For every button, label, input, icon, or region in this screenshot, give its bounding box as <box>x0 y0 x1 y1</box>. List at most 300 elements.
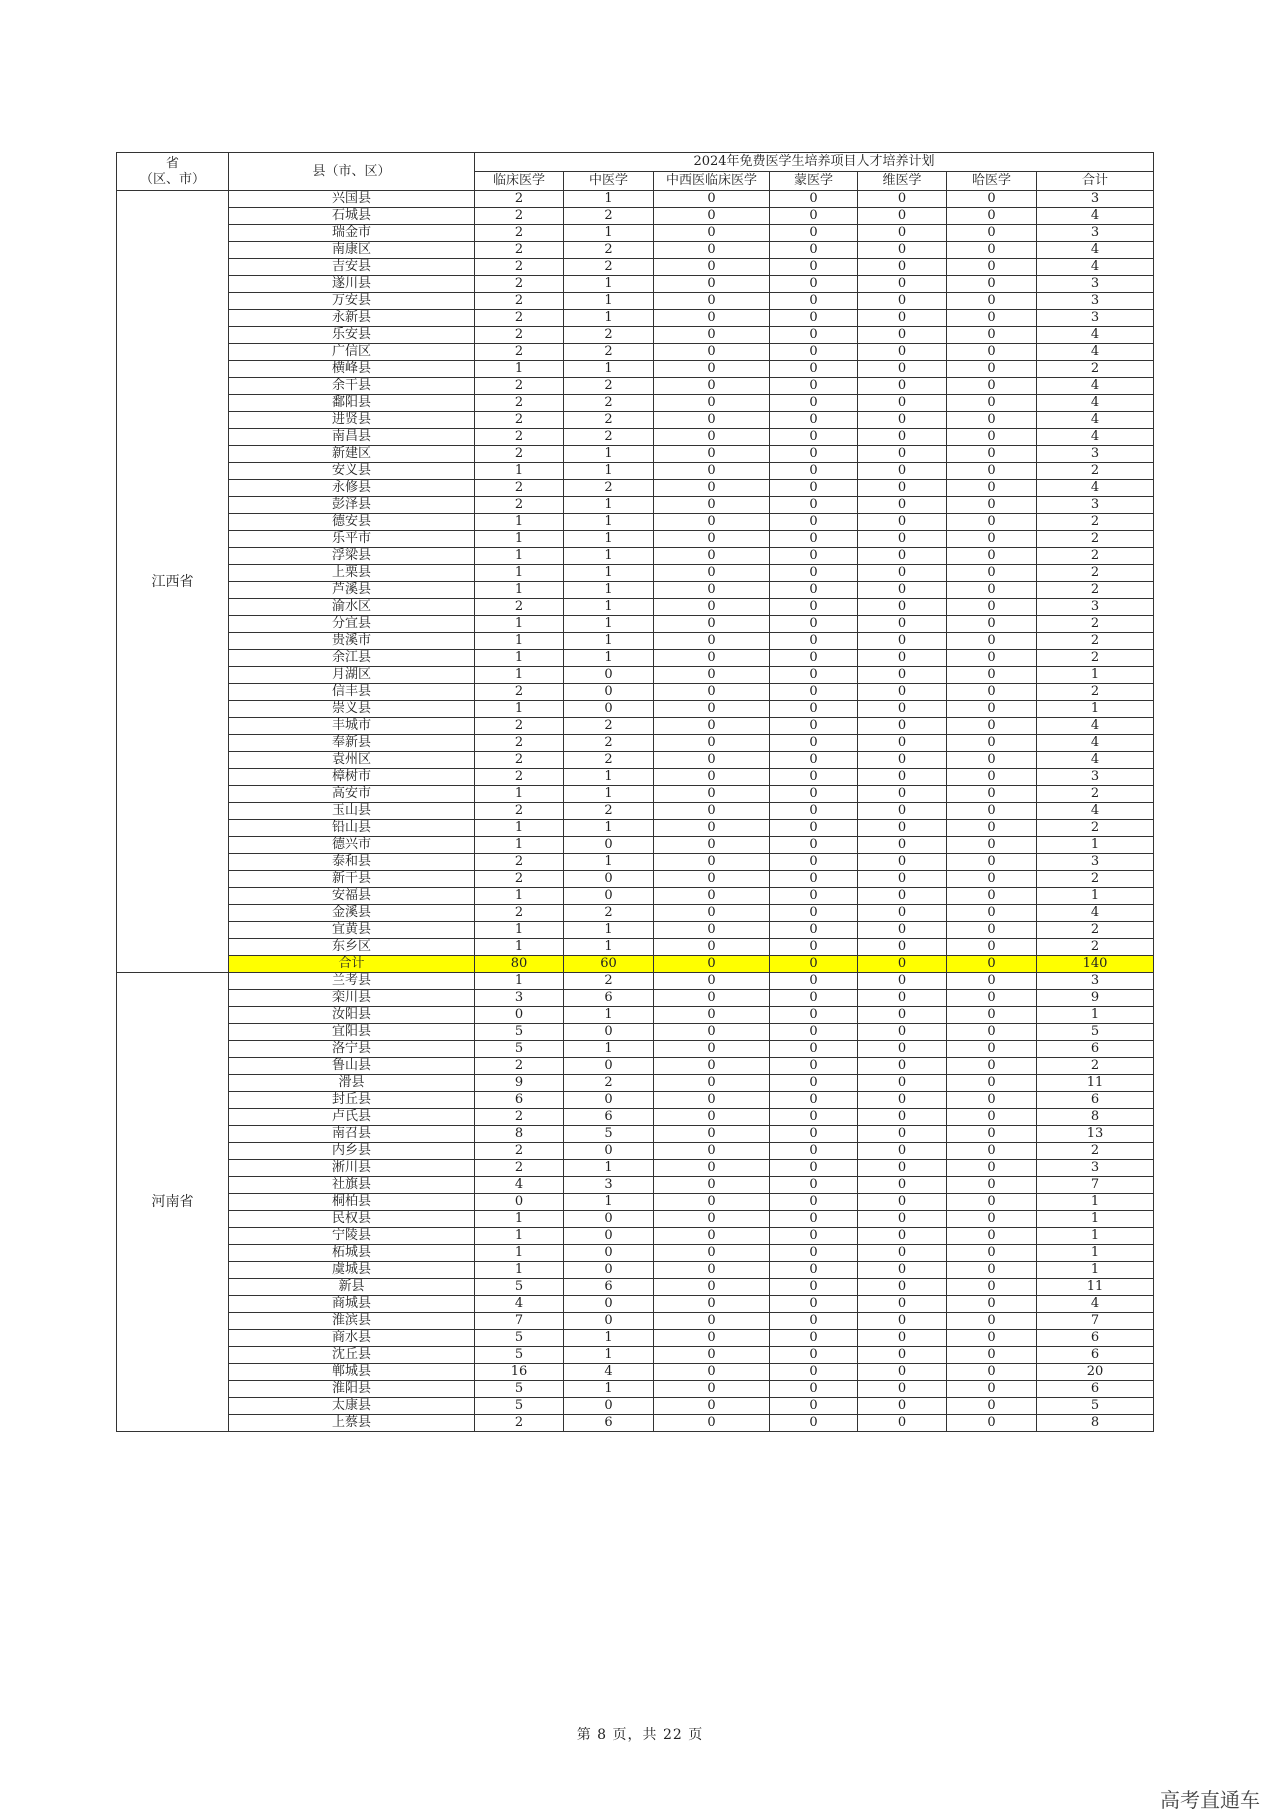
county-cell: 柘城县 <box>229 1245 475 1262</box>
county-cell: 太康县 <box>229 1398 475 1415</box>
value-cell: 5 <box>1037 1024 1154 1041</box>
county-cell: 东乡区 <box>229 939 475 956</box>
value-cell: 20 <box>1037 1364 1154 1381</box>
value-cell: 1 <box>564 531 654 548</box>
value-cell: 2 <box>1037 922 1154 939</box>
value-cell: 0 <box>564 1092 654 1109</box>
value-cell: 4 <box>1037 395 1154 412</box>
value-cell: 0 <box>770 242 858 259</box>
value-cell: 0 <box>947 1177 1037 1194</box>
value-cell: 0 <box>947 735 1037 752</box>
value-cell: 1 <box>475 786 564 803</box>
value-cell: 0 <box>770 684 858 701</box>
value-cell: 0 <box>654 191 770 208</box>
county-cell: 月湖区 <box>229 667 475 684</box>
value-cell: 0 <box>947 684 1037 701</box>
table-row <box>117 633 1154 650</box>
value-cell: 4 <box>1037 718 1154 735</box>
value-cell: 0 <box>770 871 858 888</box>
value-cell: 5 <box>475 1347 564 1364</box>
value-cell: 0 <box>654 837 770 854</box>
table-row <box>117 1194 1154 1211</box>
value-cell: 4 <box>475 1177 564 1194</box>
value-cell: 2 <box>475 1109 564 1126</box>
value-cell: 0 <box>770 973 858 990</box>
value-cell: 0 <box>654 1279 770 1296</box>
value-cell: 1 <box>1037 1211 1154 1228</box>
value-cell: 0 <box>654 327 770 344</box>
table-row <box>117 990 1154 1007</box>
value-cell: 1 <box>1037 837 1154 854</box>
value-cell: 0 <box>858 293 947 310</box>
value-cell: 0 <box>947 531 1037 548</box>
value-cell: 0 <box>770 1313 858 1330</box>
table-row <box>117 735 1154 752</box>
county-cell: 民权县 <box>229 1211 475 1228</box>
value-cell: 0 <box>947 820 1037 837</box>
value-cell: 0 <box>770 1211 858 1228</box>
county-cell: 铅山县 <box>229 820 475 837</box>
value-cell: 0 <box>947 344 1037 361</box>
value-cell: 0 <box>564 871 654 888</box>
value-cell: 1 <box>475 514 564 531</box>
value-cell: 2 <box>475 905 564 922</box>
value-cell: 5 <box>564 1126 654 1143</box>
value-cell: 0 <box>858 752 947 769</box>
value-cell: 2 <box>475 718 564 735</box>
value-cell: 3 <box>475 990 564 1007</box>
county-cell: 宁陵县 <box>229 1228 475 1245</box>
value-cell: 2 <box>564 803 654 820</box>
value-cell: 2 <box>1037 1058 1154 1075</box>
county-cell: 新建区 <box>229 446 475 463</box>
value-cell: 0 <box>654 259 770 276</box>
value-cell: 5 <box>475 1381 564 1398</box>
value-cell: 1 <box>475 1262 564 1279</box>
value-cell: 2 <box>475 310 564 327</box>
value-cell: 0 <box>654 514 770 531</box>
value-cell: 2 <box>475 599 564 616</box>
value-cell: 1 <box>564 1347 654 1364</box>
value-cell: 0 <box>654 582 770 599</box>
value-cell: 0 <box>564 1262 654 1279</box>
value-cell: 0 <box>654 429 770 446</box>
value-cell: 0 <box>654 854 770 871</box>
value-cell: 2 <box>1037 871 1154 888</box>
value-cell: 0 <box>858 684 947 701</box>
value-cell: 0 <box>858 412 947 429</box>
value-cell: 0 <box>947 208 1037 225</box>
value-cell: 1 <box>475 1228 564 1245</box>
value-cell: 0 <box>770 208 858 225</box>
county-cell: 广信区 <box>229 344 475 361</box>
table-body <box>117 191 1154 1432</box>
value-cell: 0 <box>654 344 770 361</box>
value-cell: 2 <box>1037 565 1154 582</box>
value-cell: 1 <box>1037 1194 1154 1211</box>
value-cell: 6 <box>564 1109 654 1126</box>
value-cell: 0 <box>654 922 770 939</box>
value-cell: 0 <box>858 1330 947 1347</box>
value-cell: 0 <box>654 293 770 310</box>
value-cell: 8 <box>475 1126 564 1143</box>
value-cell: 2 <box>475 752 564 769</box>
value-cell: 0 <box>770 1024 858 1041</box>
value-cell: 0 <box>770 463 858 480</box>
county-cell: 德兴市 <box>229 837 475 854</box>
table-row <box>117 1364 1154 1381</box>
value-cell: 1 <box>564 1194 654 1211</box>
value-cell: 2 <box>564 735 654 752</box>
county-cell: 余干县 <box>229 378 475 395</box>
value-cell: 1 <box>475 531 564 548</box>
column-header: 哈医学 <box>947 172 1037 191</box>
value-cell: 0 <box>654 1398 770 1415</box>
table-row <box>117 684 1154 701</box>
value-cell: 3 <box>1037 599 1154 616</box>
county-cell: 兴国县 <box>229 191 475 208</box>
value-cell: 0 <box>858 514 947 531</box>
value-cell: 0 <box>947 412 1037 429</box>
table-row <box>117 803 1154 820</box>
value-cell: 0 <box>858 1347 947 1364</box>
value-cell: 0 <box>770 786 858 803</box>
table-row <box>117 1024 1154 1041</box>
value-cell: 0 <box>770 310 858 327</box>
value-cell: 11 <box>1037 1279 1154 1296</box>
province-cell: 河南省 <box>117 973 229 1432</box>
value-cell: 2 <box>1037 514 1154 531</box>
value-cell: 1 <box>475 888 564 905</box>
value-cell: 2 <box>475 208 564 225</box>
county-cell: 樟树市 <box>229 769 475 786</box>
value-cell: 0 <box>947 1160 1037 1177</box>
value-cell: 0 <box>770 1194 858 1211</box>
value-cell: 0 <box>947 854 1037 871</box>
value-cell: 2 <box>564 378 654 395</box>
value-cell: 4 <box>1037 344 1154 361</box>
value-cell: 1 <box>475 616 564 633</box>
table-row <box>117 463 1154 480</box>
value-cell: 5 <box>475 1279 564 1296</box>
value-cell: 2 <box>564 395 654 412</box>
value-cell: 1 <box>564 276 654 293</box>
value-cell: 6 <box>1037 1330 1154 1347</box>
value-cell: 0 <box>947 922 1037 939</box>
value-cell: 0 <box>770 344 858 361</box>
value-cell: 1 <box>475 650 564 667</box>
table-row <box>117 871 1154 888</box>
value-cell: 1 <box>475 701 564 718</box>
value-cell: 0 <box>947 310 1037 327</box>
value-cell: 2 <box>564 208 654 225</box>
value-cell: 0 <box>858 1160 947 1177</box>
table-row <box>117 650 1154 667</box>
value-cell: 2 <box>475 378 564 395</box>
value-cell: 0 <box>564 1228 654 1245</box>
county-cell: 丰城市 <box>229 718 475 735</box>
table-row <box>117 412 1154 429</box>
value-cell: 0 <box>947 1007 1037 1024</box>
value-cell: 1 <box>475 922 564 939</box>
county-cell: 芦溪县 <box>229 582 475 599</box>
value-cell: 0 <box>858 191 947 208</box>
value-cell: 1 <box>564 293 654 310</box>
value-cell: 0 <box>654 412 770 429</box>
value-cell: 0 <box>654 531 770 548</box>
value-cell: 0 <box>858 939 947 956</box>
value-cell: 0 <box>947 1143 1037 1160</box>
value-cell: 0 <box>947 1398 1037 1415</box>
value-cell: 0 <box>770 1007 858 1024</box>
value-cell: 0 <box>770 1330 858 1347</box>
table-row <box>117 276 1154 293</box>
total-row <box>117 956 1154 973</box>
county-cell: 内乡县 <box>229 1143 475 1160</box>
value-cell: 0 <box>858 1109 947 1126</box>
value-cell: 0 <box>947 1058 1037 1075</box>
value-cell: 0 <box>858 650 947 667</box>
value-cell: 7 <box>1037 1313 1154 1330</box>
value-cell: 2 <box>1037 616 1154 633</box>
value-cell: 0 <box>654 1381 770 1398</box>
value-cell: 0 <box>770 429 858 446</box>
value-cell: 0 <box>654 361 770 378</box>
value-cell: 0 <box>947 1364 1037 1381</box>
value-cell: 0 <box>947 1024 1037 1041</box>
value-cell: 0 <box>947 1109 1037 1126</box>
value-cell: 0 <box>858 395 947 412</box>
value-cell: 1 <box>475 361 564 378</box>
value-cell: 0 <box>858 1415 947 1432</box>
county-cell: 上栗县 <box>229 565 475 582</box>
value-cell: 0 <box>770 1381 858 1398</box>
value-cell: 0 <box>770 752 858 769</box>
value-cell: 0 <box>947 786 1037 803</box>
value-cell: 0 <box>947 871 1037 888</box>
value-cell: 0 <box>858 242 947 259</box>
county-cell: 南昌县 <box>229 429 475 446</box>
value-cell: 5 <box>1037 1398 1154 1415</box>
value-cell: 0 <box>770 1075 858 1092</box>
value-cell: 0 <box>654 1194 770 1211</box>
value-cell: 9 <box>1037 990 1154 1007</box>
value-cell: 3 <box>1037 854 1154 871</box>
value-cell: 1 <box>564 633 654 650</box>
value-cell: 3 <box>1037 191 1154 208</box>
value-cell: 0 <box>947 1092 1037 1109</box>
value-cell: 5 <box>475 1330 564 1347</box>
value-cell: 0 <box>770 565 858 582</box>
table-row <box>117 1415 1154 1432</box>
value-cell: 16 <box>475 1364 564 1381</box>
table-row <box>117 1279 1154 1296</box>
value-cell: 0 <box>654 1296 770 1313</box>
value-cell: 0 <box>858 667 947 684</box>
table-row <box>117 480 1154 497</box>
total-label-cell: 合计 <box>229 956 475 973</box>
table-row <box>117 718 1154 735</box>
value-cell: 0 <box>947 191 1037 208</box>
value-cell: 1 <box>475 837 564 854</box>
value-cell: 1 <box>1037 1228 1154 1245</box>
value-cell: 0 <box>654 752 770 769</box>
county-cell: 崇义县 <box>229 701 475 718</box>
value-cell: 0 <box>654 1024 770 1041</box>
value-cell: 0 <box>564 1211 654 1228</box>
value-cell: 0 <box>654 395 770 412</box>
value-cell: 0 <box>654 378 770 395</box>
value-cell: 0 <box>770 1041 858 1058</box>
county-cell: 宜阳县 <box>229 1024 475 1041</box>
table-row <box>117 310 1154 327</box>
value-cell: 0 <box>654 769 770 786</box>
value-cell: 3 <box>1037 497 1154 514</box>
value-cell: 0 <box>654 565 770 582</box>
value-cell: 0 <box>947 514 1037 531</box>
value-cell: 0 <box>858 1041 947 1058</box>
value-cell: 0 <box>947 1296 1037 1313</box>
value-cell: 2 <box>1037 820 1154 837</box>
value-cell: 1 <box>475 463 564 480</box>
value-cell: 0 <box>947 548 1037 565</box>
value-cell: 0 <box>654 463 770 480</box>
value-cell: 4 <box>564 1364 654 1381</box>
value-cell: 1 <box>564 225 654 242</box>
value-cell: 0 <box>770 633 858 650</box>
value-cell: 0 <box>770 650 858 667</box>
value-cell: 0 <box>947 1381 1037 1398</box>
value-cell: 0 <box>858 1313 947 1330</box>
value-cell: 1 <box>475 973 564 990</box>
value-cell: 5 <box>475 1398 564 1415</box>
value-cell: 2 <box>1037 684 1154 701</box>
value-cell: 2 <box>475 395 564 412</box>
value-cell: 0 <box>858 463 947 480</box>
table-row <box>117 888 1154 905</box>
value-cell: 0 <box>770 1092 858 1109</box>
value-cell: 0 <box>654 1109 770 1126</box>
value-cell: 0 <box>770 361 858 378</box>
value-cell: 4 <box>1037 905 1154 922</box>
value-cell: 0 <box>654 803 770 820</box>
value-cell: 0 <box>654 667 770 684</box>
county-cell: 洛宁县 <box>229 1041 475 1058</box>
value-cell: 2 <box>475 1160 564 1177</box>
province-cell: 江西省 <box>117 191 229 973</box>
county-cell: 封丘县 <box>229 1092 475 1109</box>
county-cell: 栾川县 <box>229 990 475 1007</box>
value-cell: 2 <box>1037 1143 1154 1160</box>
value-cell: 1 <box>564 191 654 208</box>
value-cell: 2 <box>475 854 564 871</box>
value-cell: 3 <box>1037 446 1154 463</box>
value-cell: 1 <box>564 786 654 803</box>
value-cell: 5 <box>475 1041 564 1058</box>
value-cell: 0 <box>654 701 770 718</box>
table-row <box>117 1143 1154 1160</box>
value-cell: 0 <box>770 1177 858 1194</box>
value-cell: 2 <box>564 344 654 361</box>
value-cell: 0 <box>947 667 1037 684</box>
value-cell: 0 <box>654 1177 770 1194</box>
value-cell: 0 <box>947 1330 1037 1347</box>
table-row <box>117 1398 1154 1415</box>
value-cell: 0 <box>858 616 947 633</box>
value-cell: 2 <box>475 1058 564 1075</box>
total-value-cell: 0 <box>654 956 770 973</box>
value-cell: 0 <box>770 1245 858 1262</box>
value-cell: 0 <box>858 1194 947 1211</box>
value-cell: 0 <box>654 1347 770 1364</box>
value-cell: 1 <box>564 1007 654 1024</box>
county-cell: 石城县 <box>229 208 475 225</box>
value-cell: 0 <box>858 854 947 871</box>
table-row <box>117 1041 1154 1058</box>
value-cell: 0 <box>858 1381 947 1398</box>
value-cell: 0 <box>770 276 858 293</box>
value-cell: 0 <box>858 871 947 888</box>
value-cell: 0 <box>654 718 770 735</box>
value-cell: 4 <box>1037 242 1154 259</box>
value-cell: 0 <box>770 718 858 735</box>
value-cell: 1 <box>564 463 654 480</box>
value-cell: 3 <box>564 1177 654 1194</box>
value-cell: 3 <box>1037 1160 1154 1177</box>
value-cell: 0 <box>654 939 770 956</box>
value-cell: 0 <box>858 905 947 922</box>
county-cell: 进贤县 <box>229 412 475 429</box>
value-cell: 0 <box>564 888 654 905</box>
value-cell: 2 <box>475 497 564 514</box>
value-cell: 0 <box>654 1143 770 1160</box>
county-cell: 万安县 <box>229 293 475 310</box>
value-cell: 0 <box>858 1211 947 1228</box>
value-cell: 0 <box>947 327 1037 344</box>
value-cell: 0 <box>947 1262 1037 1279</box>
value-cell: 0 <box>858 973 947 990</box>
value-cell: 0 <box>947 1041 1037 1058</box>
value-cell: 1 <box>475 582 564 599</box>
value-cell: 1 <box>1037 667 1154 684</box>
value-cell: 0 <box>770 259 858 276</box>
column-header: 合计 <box>1037 172 1154 191</box>
table-row <box>117 820 1154 837</box>
value-cell: 2 <box>475 242 564 259</box>
value-cell: 4 <box>1037 803 1154 820</box>
value-cell: 0 <box>770 480 858 497</box>
value-cell: 1 <box>1037 888 1154 905</box>
value-cell: 1 <box>564 1041 654 1058</box>
table-row <box>117 531 1154 548</box>
value-cell: 0 <box>858 582 947 599</box>
table-row <box>117 446 1154 463</box>
county-cell: 鲁山县 <box>229 1058 475 1075</box>
value-cell: 0 <box>947 1075 1037 1092</box>
value-cell: 0 <box>858 531 947 548</box>
value-cell: 0 <box>858 1143 947 1160</box>
value-cell: 0 <box>770 769 858 786</box>
value-cell: 0 <box>770 514 858 531</box>
value-cell: 2 <box>564 259 654 276</box>
value-cell: 0 <box>947 446 1037 463</box>
value-cell: 0 <box>858 1364 947 1381</box>
value-cell: 4 <box>1037 752 1154 769</box>
county-cell: 横峰县 <box>229 361 475 378</box>
value-cell: 0 <box>770 888 858 905</box>
value-cell: 0 <box>858 276 947 293</box>
county-cell: 桐柏县 <box>229 1194 475 1211</box>
